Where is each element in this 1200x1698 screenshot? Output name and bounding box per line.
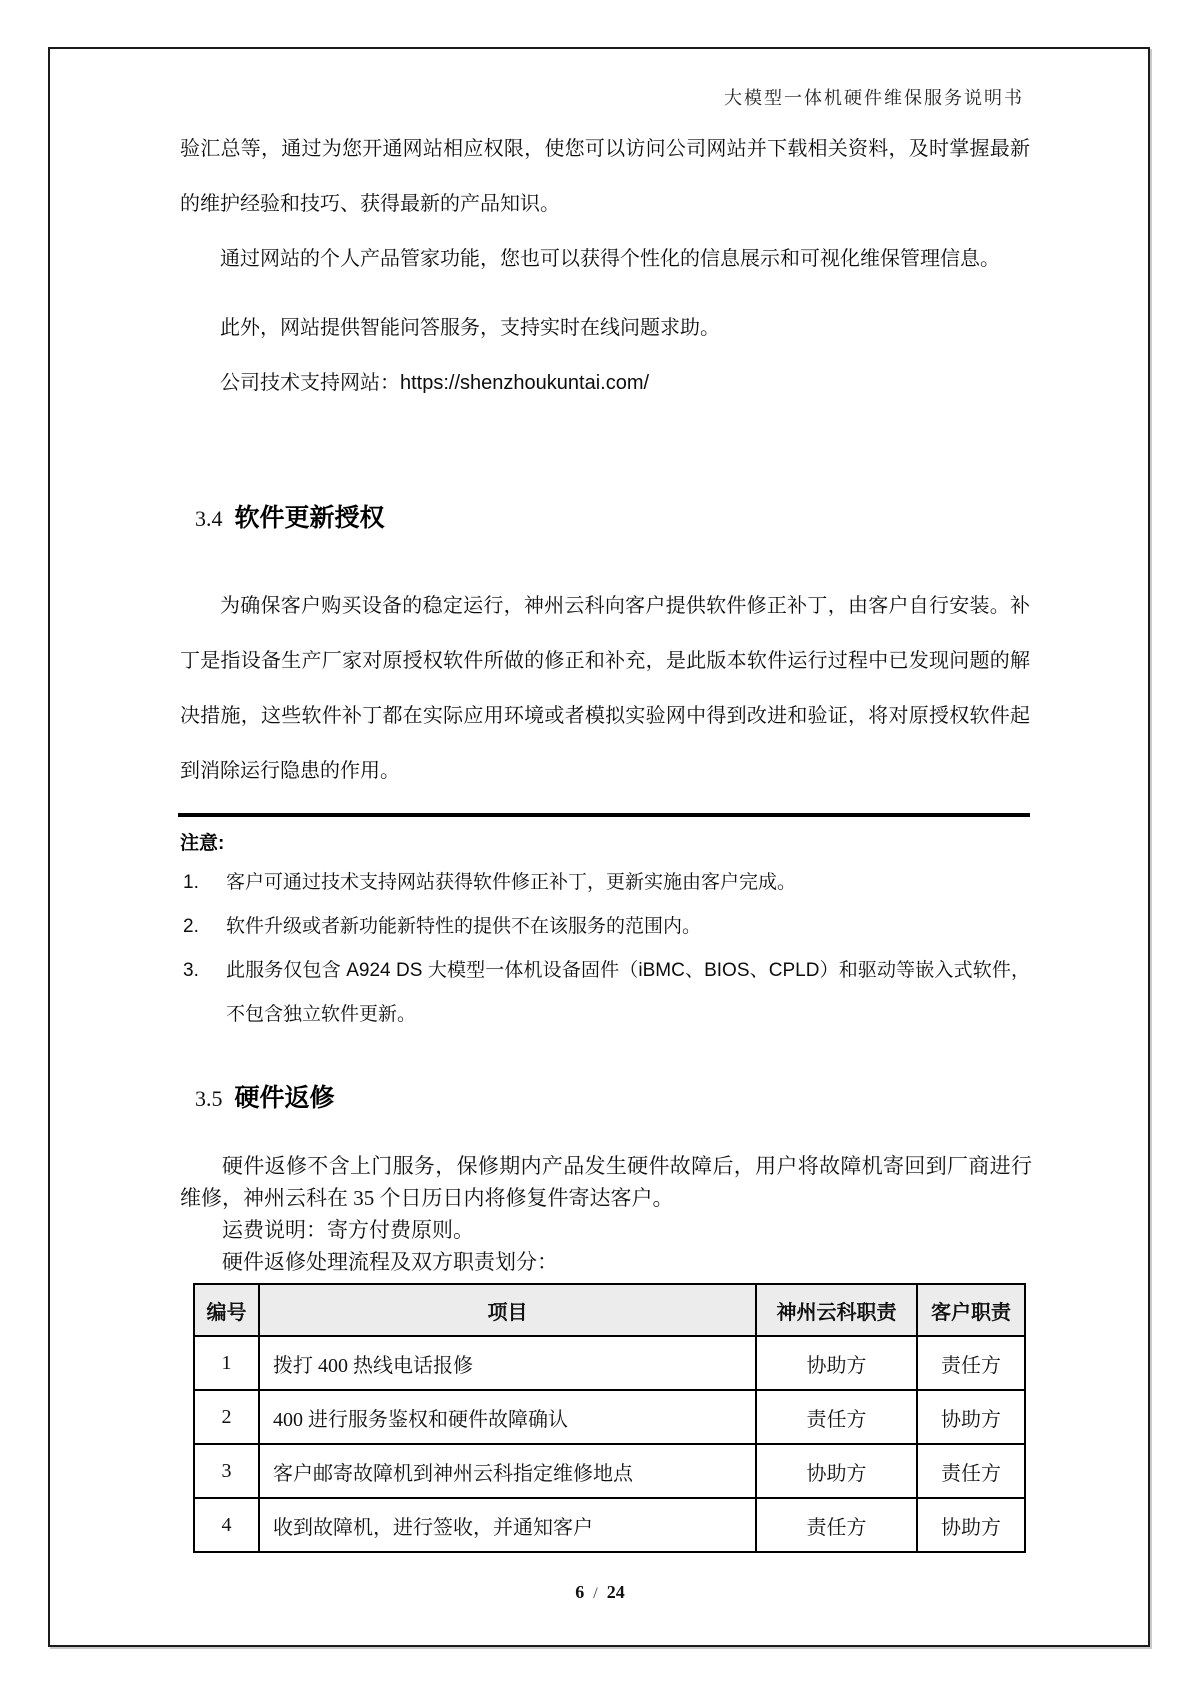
support-site-label: 公司技术支持网站： (220, 372, 400, 394)
table-cell-item: 400 进行服务鉴权和硬件故障确认 (259, 1390, 756, 1444)
section-title: 软件更新授权 (234, 504, 385, 532)
table-header-item: 项目 (259, 1284, 756, 1336)
section-3-5-body (180, 1150, 1032, 1278)
table-cell-customer-duty: 协助方 (917, 1498, 1025, 1552)
table-cell-vendor-duty: 责任方 (756, 1390, 917, 1444)
body-paragraph-product-manager: 通过网站的个人产品管家功能，您也可以获得个性化的信息展示和可视化维保管理信息。 (220, 248, 1000, 270)
table-cell-customer-duty: 责任方 (917, 1444, 1025, 1498)
list-item-number: 2. (183, 916, 199, 937)
table-cell-vendor-duty: 责任方 (756, 1498, 917, 1552)
table-row (194, 1390, 1025, 1444)
list-item-text: 此服务仅包含 A924 DS 大模型一体机设备固件（iBMC、BIOS、CPLD）和驱动等嵌入式软件，不包含独立软件更新。 (226, 960, 1030, 1025)
body-paragraph-qa-service: 此外，网站提供智能问答服务，支持实时在线问题求助。 (220, 317, 720, 339)
table-cell-item: 客户邮寄故障机到神州云科指定维修地点 (259, 1444, 756, 1498)
section-number: 3.4 (195, 506, 223, 531)
list-item (178, 905, 1030, 949)
list-item-text: 客户可通过技术支持网站获得软件修正补丁，更新实施由客户完成。 (226, 872, 797, 893)
page-number-separator: / (593, 1585, 598, 1602)
table-cell-item: 收到故障机，进行签收，并通知客户 (259, 1498, 756, 1552)
list-item-number: 1. (183, 872, 199, 893)
list-item (178, 861, 1030, 905)
table-row (194, 1498, 1025, 1552)
table-cell-vendor-duty: 协助方 (756, 1336, 917, 1390)
notice-label: 注意: (180, 833, 225, 854)
table-row (194, 1336, 1025, 1390)
section-3-4-body (180, 579, 1030, 799)
current-page-number: 6 (575, 1582, 585, 1602)
list-item-number: 3. (183, 960, 199, 981)
section-heading-3-4 (195, 498, 385, 534)
list-item (178, 949, 1030, 1037)
section-heading-3-5 (195, 1078, 335, 1114)
notice-block (178, 813, 1030, 1037)
support-site-url: https://shenzhoukuntai.com/ (400, 372, 650, 394)
support-site-line (180, 356, 1030, 411)
table-header-row (194, 1284, 1025, 1336)
intro-section (180, 122, 1030, 411)
table-header-vendor-duty: 神州云科职责 (756, 1284, 917, 1336)
section-number: 3.5 (195, 1086, 223, 1111)
body-paragraph-process-intro: 硬件返修处理流程及双方职责划分： (222, 1250, 558, 1274)
list-item-text: 软件升级或者新功能新特性的提供不在该服务的范围内。 (226, 916, 702, 937)
body-paragraph-hardware-return: 硬件返修不含上门服务，保修期内产品发生硬件故障后，用户将故障机寄回到厂商进行维修，神州云科在 35 个日历日内将修复件寄达客户。 (180, 1154, 1032, 1210)
table-cell-number: 4 (194, 1498, 259, 1552)
body-paragraph-continuation: 验汇总等，通过为您开通网站相应权限，使您可以访问公司网站并下载相关资料，及时掌握最新的维护经验和技巧、获得最新的产品知识。 (180, 138, 1030, 215)
table-cell-number: 2 (194, 1390, 259, 1444)
body-paragraph-software-patch: 为确保客户购买设备的稳定运行，神州云科向客户提供软件修正补丁，由客户自行安装。补丁是指设备生产厂家对原授权软件所做的修正和补充，是此版本软件运行过程中已发现问题的解决措施，这些软件补丁都在实际应用环境或者模拟实验网中得到改进和验证，将对原授权软件起到消除运行隐患的作用。 (180, 595, 1030, 782)
table-cell-customer-duty: 责任方 (917, 1336, 1025, 1390)
table-cell-customer-duty: 协助方 (917, 1390, 1025, 1444)
section-title: 硬件返修 (234, 1084, 335, 1112)
table-cell-item: 拨打 400 热线电话报修 (259, 1336, 756, 1390)
table-header-customer-duty: 客户职责 (917, 1284, 1025, 1336)
table-row (194, 1444, 1025, 1498)
document-header-title: 大模型一体机硬件维保服务说明书 (724, 88, 1024, 108)
table-cell-vendor-duty: 协助方 (756, 1444, 917, 1498)
returns-responsibility-table (193, 1283, 1026, 1553)
page-footer (0, 1582, 1200, 1603)
table-cell-number: 1 (194, 1336, 259, 1390)
body-paragraph-freight: 运费说明：寄方付费原则。 (222, 1218, 474, 1242)
total-page-count: 24 (606, 1582, 625, 1602)
table-cell-number: 3 (194, 1444, 259, 1498)
table-header-number: 编号 (194, 1284, 259, 1336)
